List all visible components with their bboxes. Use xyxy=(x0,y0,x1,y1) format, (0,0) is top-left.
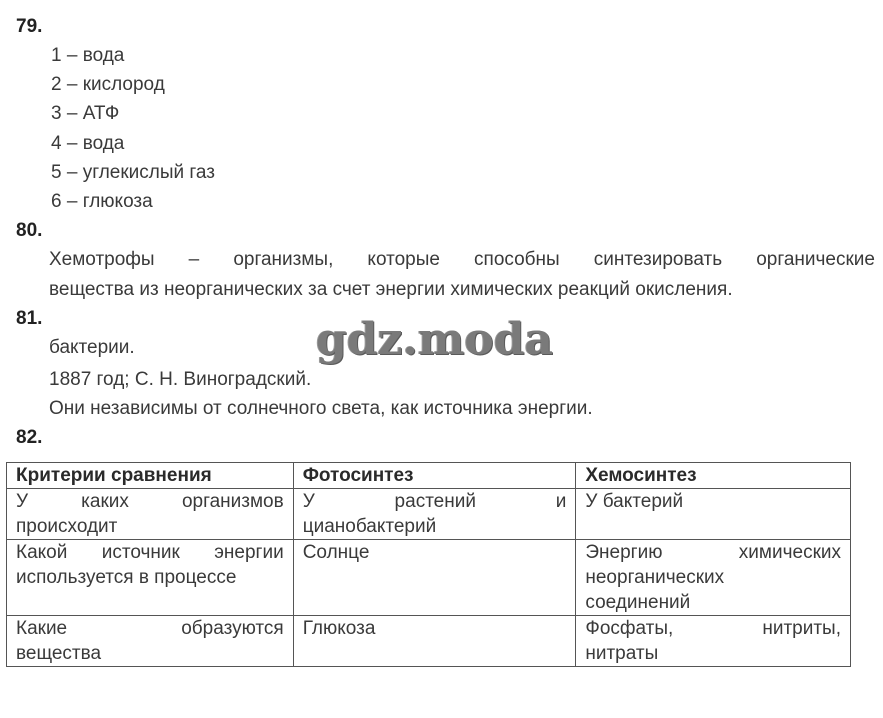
table-row xyxy=(7,616,851,667)
answer-item: 4 – вода xyxy=(51,133,125,154)
cell-line: неорганических xyxy=(585,567,725,588)
table-row xyxy=(7,489,851,540)
table-cell xyxy=(7,489,294,540)
cell-line: используется в процессе xyxy=(16,567,237,588)
table-header-cell: Критерии сравнения xyxy=(7,463,294,489)
cell-line: Фосфаты, нитриты, xyxy=(585,618,841,639)
cell-line: Солнце xyxy=(302,542,370,563)
cell-line: Энергию химических xyxy=(585,542,841,563)
answer-item: 1 – вода xyxy=(51,45,125,66)
question-number-82: 82. xyxy=(16,427,43,448)
cell-line: вещества xyxy=(16,643,102,664)
cell-line: соединений xyxy=(585,592,691,613)
cell-line: нитраты xyxy=(585,643,659,664)
table-cell xyxy=(293,616,576,667)
answer-item: 5 – углекислый газ xyxy=(51,162,215,183)
table-header-cell: Фотосинтез xyxy=(293,463,576,489)
table-cell xyxy=(7,540,294,616)
answer-text-line: 1887 год; С. Н. Виноградский. xyxy=(49,369,312,390)
answer-item: 3 – АТФ xyxy=(51,103,120,124)
cell-line: Глюкоза xyxy=(302,618,376,639)
cell-line: происходит xyxy=(16,516,118,537)
table-cell xyxy=(293,540,576,616)
table-cell xyxy=(293,489,576,540)
cell-line: У каких организмов xyxy=(16,491,284,512)
table-row xyxy=(7,540,851,616)
watermark-logo: gdz.moda xyxy=(316,314,554,365)
cell-line: цианобактерий xyxy=(302,516,437,537)
table-header-cell: Хемосинтез xyxy=(576,463,851,489)
answer-text-line: бактерии. xyxy=(49,337,135,358)
table-cell xyxy=(576,489,851,540)
cell-line: Какие образуются xyxy=(16,618,284,639)
answer-item: 6 – глюкоза xyxy=(51,191,153,212)
comparison-table xyxy=(6,462,851,667)
answer-item: 2 – кислород xyxy=(51,74,165,95)
answer-text-line: вещества из неорганических за счет энергии химических реакций окисления. xyxy=(49,279,733,300)
question-number-81: 81. xyxy=(16,308,43,329)
question-number-79: 79. xyxy=(16,16,43,37)
cell-line: Какой источник энергии xyxy=(16,542,284,563)
answer-text-line: Хемотрофы – организмы, которые способны синтезировать органические xyxy=(49,249,875,270)
table-cell xyxy=(576,540,851,616)
table-cell xyxy=(576,616,851,667)
cell-line: У бактерий xyxy=(585,491,684,512)
table-header-row xyxy=(7,463,851,489)
answer-text-line: Они независимы от солнечного света, как источника энергии. xyxy=(49,398,593,419)
table-cell xyxy=(7,616,294,667)
cell-line: У растений и xyxy=(302,491,567,512)
question-number-80: 80. xyxy=(16,220,43,241)
